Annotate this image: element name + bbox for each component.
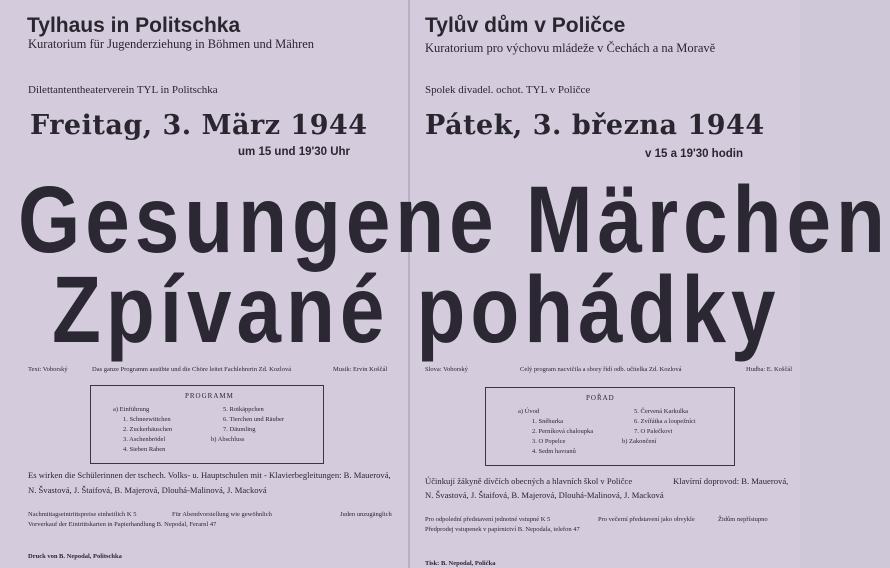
left-program-box <box>90 385 324 464</box>
list-item: 1. Sněhurka <box>532 418 564 425</box>
left-credit-music: Musik: Ervin Koščál <box>333 366 388 373</box>
left-footer-notice: Juden unzugänglich <box>340 511 392 518</box>
list-item: a) Úvod <box>518 408 540 415</box>
list-item: 1. Schneewittchen <box>123 416 171 423</box>
left-curatorium: Kuratorium für Jugenderziehung in Böhmen und Mähren <box>28 37 315 51</box>
left-program-title: PROGRAMM <box>185 392 234 400</box>
list-item: 3. Aschenbrödel <box>123 436 166 443</box>
title-czech: Zpívané pohádky <box>52 257 781 363</box>
right-society: Spolek divadel. ochot. TYL v Poličce <box>425 84 591 96</box>
right-accompaniment: Klavírní doprovod: B. Mauerová, <box>673 476 789 486</box>
left-performers-2: N. Švastová, J. Štaifová, B. Majerová, Dlouhá-Malinová, J. Macková <box>28 485 267 495</box>
list-item: 7. Däumling <box>223 426 256 433</box>
right-program-box <box>485 387 735 466</box>
right-program-col1 <box>518 407 593 457</box>
list-item: b) Abschluss <box>211 436 245 443</box>
list-item: 3. O Popelce <box>532 438 566 445</box>
left-society: Dilettantentheaterverein TYL in Politschka <box>28 84 218 96</box>
right-footer-prices: Pro odpolední představení jednotné vstupné K 5 <box>425 516 551 523</box>
right-program-title: POŘAD <box>586 394 615 402</box>
left-program-col2 <box>211 405 284 445</box>
title-german: Gesungene Märchen <box>18 167 890 273</box>
left-credit-arrangement: Das ganze Programm ausübte und die Chöre leitet Fachlehrerin Zd. Kozlová <box>92 366 292 373</box>
left-date: Freitag, 3. März 1944 <box>30 110 368 141</box>
right-date: Pátek, 3. března 1944 <box>425 110 765 141</box>
list-item: 7. O Palečkovi <box>634 428 673 435</box>
list-item: 2. Zuckerhäuschen <box>123 426 173 433</box>
list-item: a) Einführung <box>113 406 150 413</box>
right-credit-text: Slova: Voborský <box>425 366 468 373</box>
left-credit-text: Text: Voborský <box>28 366 68 373</box>
left-house-name: Tylhaus in Politschka <box>27 14 241 37</box>
right-footer-notice: Židům nepřístupno <box>718 516 768 523</box>
right-credit-music: Hudba: E. Koščál <box>746 366 793 373</box>
right-house-name: Tylův dům v Poličce <box>425 14 626 37</box>
right-performers: Účinkují žákyně dívčích obecných a hlavních škol v Poličce <box>425 476 633 486</box>
left-printer: Druck von B. Nepodal, Politschka <box>28 553 122 560</box>
left-footer-evening: Für Abendvorstellung wie gewöhnlich <box>172 511 272 518</box>
list-item: 4. Sedm havranů <box>532 448 576 455</box>
list-item: 2. Perníková chaloupka <box>532 428 594 435</box>
left-footer-presale: Vorverkauf der Eintrittskarten in Papierhandlung B. Nepodal, Ferarnl 47 <box>28 521 217 528</box>
list-item: 6. Tierchen und Räuber <box>223 416 285 423</box>
right-time: v 15 a 19'30 hodin <box>645 148 743 160</box>
right-footer-presale: Předprodej vstupenek v papírnictví B. Nepodala, telefon 47 <box>425 526 580 533</box>
left-performers: Es wirken die Schülerinnen der tschech. Volks- u. Hauptschulen mit - Klavierbegleitungen: B. Mauerová, <box>28 470 391 480</box>
list-item: 6. Zvířátka a loupežníci <box>634 418 696 425</box>
list-item: 5. Červená Karkulka <box>634 408 688 415</box>
list-item: 5. Rotkäppchen <box>223 406 264 413</box>
left-footer-prices: Nachmittagseintrittspreise einheitlich K 5 <box>28 511 137 518</box>
list-item: 4. Sieben Raben <box>123 446 166 453</box>
right-credit-arrangement: Celý program nacvičila a sbory řídí odb. učitelka Zd. Kozlová <box>520 366 682 373</box>
left-time: um 15 und 19'30 Uhr <box>238 146 351 158</box>
right-curatorium: Kuratorium pro výchovu mládeže v Čechách a na Moravě <box>425 41 716 55</box>
left-program-col1 <box>113 405 172 455</box>
right-footer-evening: Pro večerní představení jako obvykle <box>598 516 695 523</box>
list-item: b) Zakončení <box>622 438 657 445</box>
right-printer: Tisk: B. Nepodal, Polička <box>425 560 496 567</box>
right-performers-2: N. Švastová, J. Štaifová, B. Majerová, Dlouhá-Malinová, J. Macková <box>425 490 664 500</box>
right-program-col2 <box>622 407 696 447</box>
